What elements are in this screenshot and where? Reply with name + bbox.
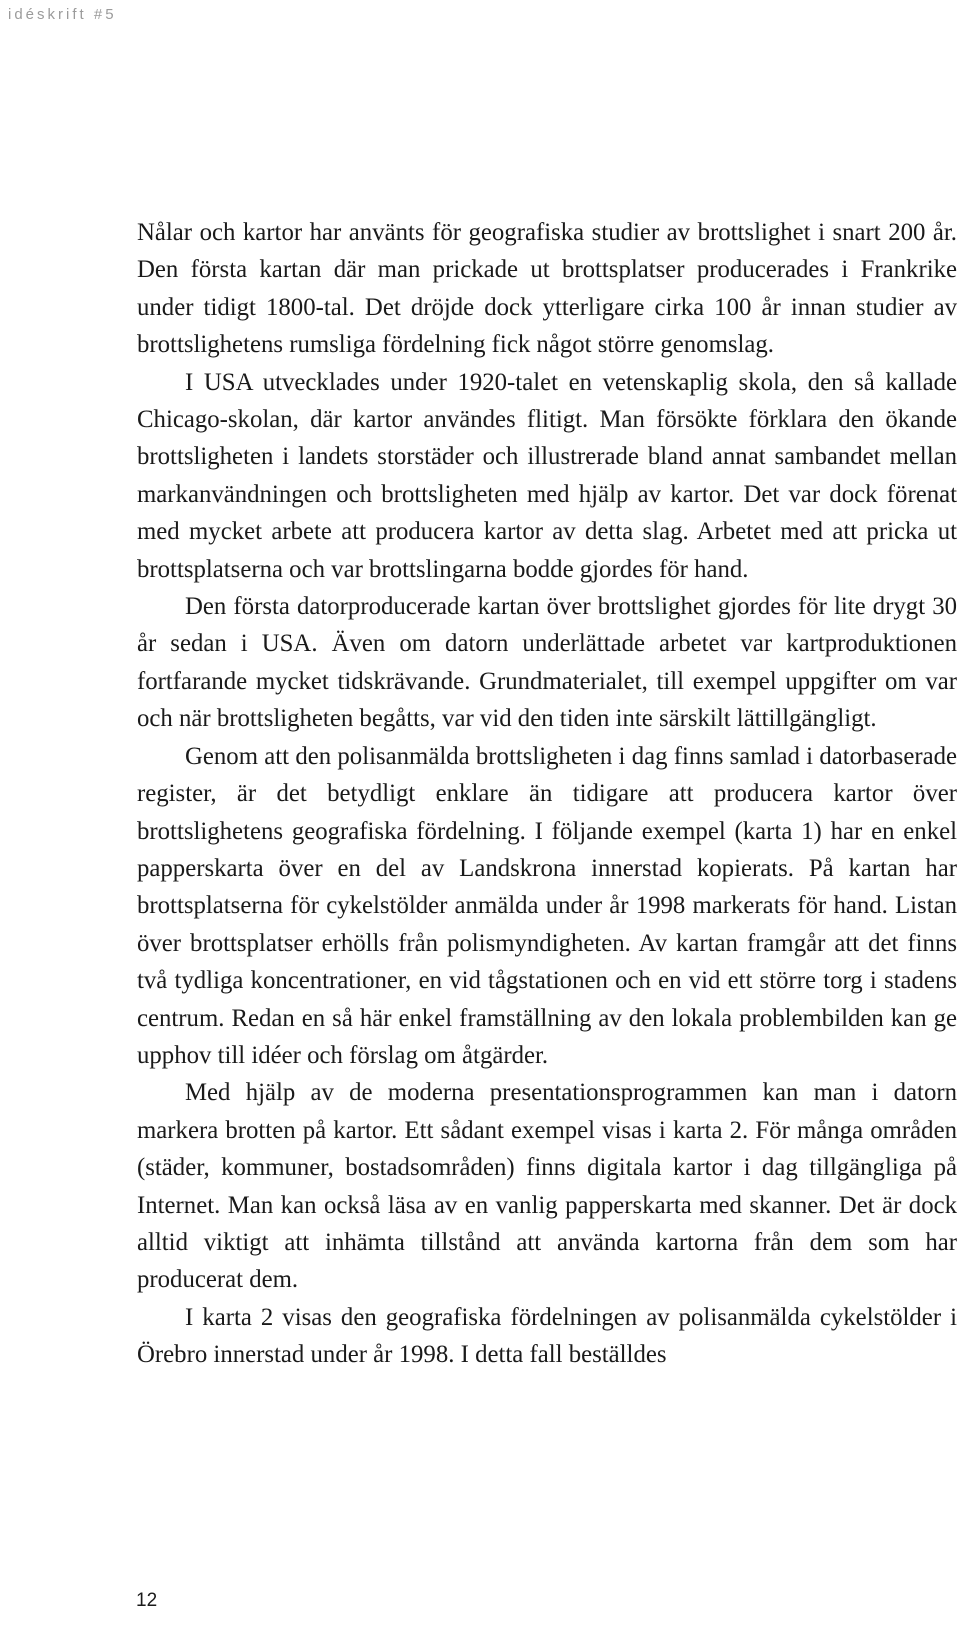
paragraph-5: Med hjälp av de moderna presentationsprogrammen kan man i datorn markera brotten på kartor. Ett sådant exempel visas i karta 2. För många områden (städer, kommuner, bostadsområden) finns digitala kartor i dag tillgängliga på Internet. Man kan också läsa av en vanlig papperskarta med skanner. Det är dock alltid viktigt att inhämta tillstånd att använda kartorna från dem som har producerat dem.: [137, 1079, 957, 1294]
article-body: [137, 214, 957, 1374]
paragraph-3: Den första datorproducerade kartan över brottslighet gjordes för lite drygt 30 år sedan i USA. Även om datorn underlättade arbetet var kartproduktionen fortfarande mycket tidskrävande. Grundmaterialet, till exempel uppgifter om var och när brottsligheten begåtts, var vid den tiden inte särskilt lättillgängligt.: [137, 593, 957, 733]
paragraph-4: Genom att den polisanmälda brottsligheten i dag finns samlad i datorbaserade register, är det betydligt enklare än tidigare att producera kartor över brottslighetens geografiska fördelning. I följande exempel (karta 1) har en enkel papperskarta över en del av Landskrona innerstad kopierats. På kartan har brottsplatserna för cykelstölder anmälda under år 1998 markerats för hand. Listan över brottsplatser erhölls från polismyndigheten. Av kartan framgår att det finns två tydliga koncentrationer, en vid tågstationen och en vid ett större torg i stadens centrum. Redan en så här enkel framställning av den lokala problembilden kan ge upphov till idéer och förslag om åtgärder.: [137, 742, 957, 1069]
paragraph-2: I USA utvecklades under 1920-talet en vetenskaplig skola, den så kallade Chicago-skolan, där kartor användes flitigt. Man försökte förklara den ökande brottsligheten i landets storstäder och illustrerade bland annat sambandet mellan markanvändningen och brottsligheten med hjälp av kartor. Det var dock förenat med mycket arbete att producera kartor av detta slag. Arbetet med att pricka ut brottsplatserna och var brottslingarna bodde gjordes för hand.: [137, 368, 957, 583]
page-number: 12: [136, 1590, 158, 1611]
paragraph-1: Nålar och kartor har använts för geografiska studier av brottslighet i snart 200 år. Den första kartan där man prickade ut brottsplatser producerades i Frankrike under tidigt 1800-tal. Det dröjde dock ytterligare cirka 100 år innan studier av brottslighetens rumsliga fördelning fick något större genomslag.: [137, 219, 957, 359]
running-head: idéskrift #5: [8, 6, 117, 23]
paragraph-6: I karta 2 visas den geografiska fördelningen av polisanmälda cykelstölder i Örebro innerstad under år 1998. I detta fall beställdes: [137, 1303, 957, 1369]
